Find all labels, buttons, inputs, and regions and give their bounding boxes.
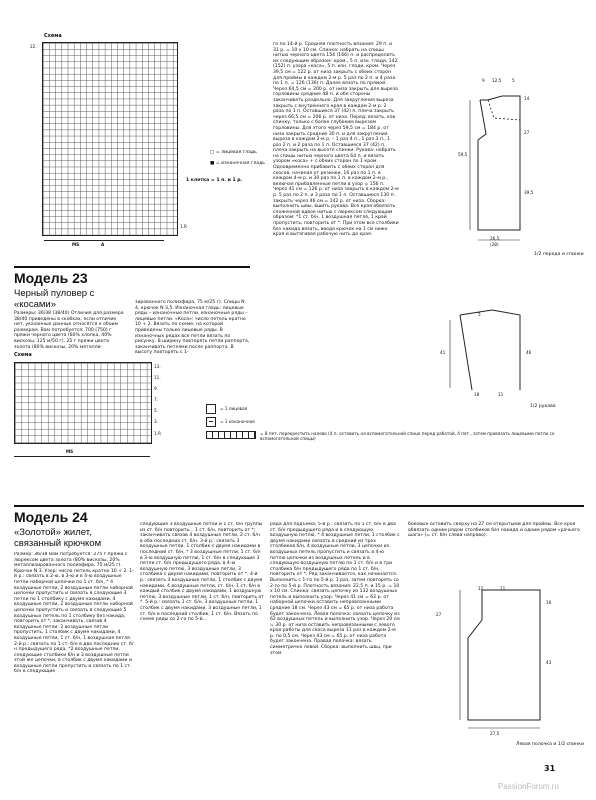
dim-26-5: 26,5 [490,236,500,241]
vest-caption: Левая полочка и 1/2 спинки [516,742,584,747]
legend2-cable-box [206,431,256,439]
row-1r: 1.R [154,430,161,436]
dim-9: 9 [482,78,485,83]
row-11: 11. [154,375,161,381]
sleeve-dim-18: 18 [474,392,480,397]
row-5: 5. [154,408,158,414]
dim-39-5: 39,5 [524,190,534,195]
scheme-label: Схема [44,33,62,39]
row-3: 3. [154,419,158,425]
watermark: PassionForum.ru [498,782,559,791]
legend-knit-text: = лицевая гладь [215,150,257,155]
model24-subtitle: «Золотой» жилет, связанный крючком [14,527,102,549]
sweater-schematic [420,70,590,390]
sleeve-dim-46: 46 [526,350,532,355]
ms-label: MS [72,242,80,247]
dim-5: 5 [512,78,515,83]
chart-grid [42,42,178,236]
vest-dim-27: 27 [436,612,442,617]
section-rule [14,266,250,268]
vest-dim-12: 12 [478,586,484,591]
legend2-knit-text: = 1 лицевая [220,406,248,411]
legend-purl-symbol: ■ [210,161,215,166]
dim-14: 14 [524,96,530,101]
a-label: A [101,242,105,247]
legend2-knit-box [206,404,216,414]
legend2-purl-text: = 1 изнаночная [220,419,255,424]
model23-subtitle: Черный пуловер с «косами» [14,288,95,310]
dim-27: 27 [524,130,530,135]
row-label: 22. [30,44,37,49]
legend-purl [210,161,265,167]
model23-title: Модель 23 [14,270,88,286]
row-7: 7. [154,397,158,403]
vest-dim-43: 43 [546,660,552,665]
vest-dim-11: 11 [500,586,506,591]
sleeve-dim-41: 41 [440,350,446,355]
model24-col4: боковые оставить сверху на 27 см открытыми для проймы. Все края обвязать одним рядом столбиков без накида и одним рядом «рачьего шага» (= ст. б/н слева направо). [408,522,580,539]
row-numbers [154,364,174,436]
sleeve-dim-5: 5 [478,312,481,317]
legend2-cable-text: = 8 пет. перекрестить налево (4 п. оставить на вспомогательной спице перед работой, 4 пет., затем провязать лицевыми петли со вспомогательной спицы) [260,431,555,442]
model24-col1: Размер: 36/38 Вам потребуется: 275 г пряжи с люрексом цвета золота (80% вискозы, 20% металлизированного полиэфира, 75 м/25 г). Крючок N 3. Узор: число петель кратно 10 + 2. 1-й р.: связать в 2-ю, в 3-ю и в 4-ю воздушные петли наборной цепочки по 1 ст. б/н, * 4 воздушные петли, 2 воздушные петли наборной цепочки пропустить и связать в следующие 3 петли по 1 столбику с двумя накидами, 4 воздушные петли, 2 воздушные петли наборной цепочки пропустить и связать в следующие 5 воздушных петель по 1 столбику без накида, повторить от *, заканчивать, связав 4 воздушные петли, 2 воздушные петли пропустить, 1 столбик с двумя накидами, 4 воздушные петли, 1 ст. б/н, 1 воздушная петля. 2-й р.: связать по 1 ст. б/н в два последних ст. б/н предыдущего ряда, *2 воздушные петли, следующие столбики б/н и 3 воздушные петли этой же цепочки, в столбик с двумя накидами и воздушные петли пропустить и связать по 1 ст. б/н в следующие [14,552,134,675]
ms2-line [14,456,150,457]
sleeve-dim-11: 11 [498,392,504,397]
legend2-purl-box [206,417,216,427]
legend-knit-symbol: □ [210,150,215,155]
legend-knit [210,150,257,156]
ms-line [44,240,164,241]
cable-chart-grid [14,362,152,444]
vest-schematic [420,580,590,740]
model23-mid-text: зированного полиэфира, 75 м/25 г). Спицы N 4, крючок N 3,5. Изнаночная гладь: лицевые ряды – изнаночные петли, изнаночные ряды – лицевые петли. «Коса»: число петель кратно 10 + 2. Вязать по схеме, на которой приведены только лицевые ряды. В изнаночных рядах все петли вязать по рисунку. В ширину повторять петли раппорта, заканчивать петлями после раппорта. В высоту повторять с 1- [135,300,250,356]
sweater-caption: 1/2 переда и спинки [534,252,584,257]
sleeve-caption: 1/2 рукава [530,404,556,409]
dim-59-5: 59,5 [458,152,468,157]
row-label-1r: 1.R [180,224,187,229]
vest-dim-16: 16 [546,600,552,605]
cell-note: 1 клетка = 1 п. и 1 р. [186,178,243,183]
dim-28: (28) [490,242,499,247]
legend-purl-text: = изнаночная гладь [215,161,265,166]
model24-col2: следующие 3 воздушные петли и 1 ст. б/н группы из ст. б/н повторить... 1 ст. б/н, повторить от *; заканчивать связав 4 воздушные петли, 2 ст. б/н в оба последних ст. б/н. 3-й р.: связать 3 воздушные петли, 1 столбик с двумя накидами в последний ст. б/н, * 3 воздушные петли, 1 ст. б/н в 3-ю воздушную петлю, 1 ст. б/н в следующие 3 петли ст. б/н предыдущего ряда, в 4-ю воздушную петлю, 3 воздушные петли, 3 столбика с двумя накидами, повторить от *. 4-й р.: связать 3 воздушные петли, 1 столбик с двумя накидами, 4 воздушные петли, ст. б/н, 1 ст. б/н в каждый столбик с двумя накидами, 1 воздушную петлю, 3 воздушные петли, 1 ст. б/н, повторить от *. 5-й р.: связать 1 ст. б/н, 3 воздушные петли, 1 столбик с двумя накидами, 3 воздушные петли, 1 ст. б/н в последний столбик, 1 ст. б/н. Вязать по схеме ряды со 2-го по 5-й... [140,522,264,623]
model23-right-col: го по 14-й р. Средняя плотность вязания: 29 п. и 31 р. = 10 х 10 см. Спинка: набрать на спицы нитью черного цвета 154 (166) п. и распределить их следующим образом: кром., 5 п. изн. глади, 142 (152) п. узора «коса», 5 п. изн. глади, кром. Через 39,5 см = 122 р. от низа закрыть с обеих сторон для проймы в каждом 2-м р. 5 раз по 2 п. и 4 раза по 1 п. = 126 (136) п. Далее вязать по прямой. Через 64,5 см = 200 р. от низа закрыть для выреза горловины средние 48 п. и обе стороны заканчивать раздельно. Для закругления выреза закрыть с внутреннего края в каждом 2-м р. 2 раза по 1 п. Оставшиеся 37 (42) п. плеча закрыть через 66,5 см = 206 р. от низа. Перед: вязать, как спинку, только с более глубоким вырезом горловины. Для этого через 59,5 см = 184 р. от низа закрыть средние 30 п. и для закругления выреза в каждом 2-м р. – 1 раз 4 п., 1 раз 3 п., 1 раз 2 п. и 2 раза по 1 п. Оставшиеся 37 (42) п. плеча закрыть на высоте спинки. Рукава: набрать на спицы нитью черного цвета 64 п. и вязать узором «коса» + с обеих сторон по 1 кром. Одновременно прибавить с обеих сторон для скосов, начиная от резинки, 16 раз по 1 п. в каждом 4-м р. и 30 раз по 1 п. в каждом 2-м р., включая прибавленные петли в узор = 156 п. Через 41 см = 126 р. от низа закрыть в каждом 2-м р. 5 раз по 2 п. и 3 раза по 1 п. Оставшиеся 130 п. закрыть через 46 см = 142 р. от низа. Сборка: выполнить швы, вшить рукава. Все края обвязать сложенной вдвое нитью с люрексом следующим образом: *1 ст. б/н, 1 воздушная петля, 1 край пропустить, повторить от *. При этом все столбики без накида вязать, вводя крючок на 1 см ниже края и вытягивая рабочую нить до края. [273,42,399,238]
row-13: 13. [154,364,161,369]
section-rule-2 [14,505,584,507]
ms2-label: MS [66,449,74,454]
model24-col3: ряда для подъема; 5-й р.: связать по 1 ст. б/н в два ст. б/н предыдущего ряда и в следующую воздушную петлю, * 4 воздушные петли, 1 столбик с двумя накидами связать в средний из трех столбиков б/н, 4 воздушные петли, 3 цепочки из воздушных петель пропустить и связать в 4-ю петлю цепочки из воздушных петель и в следующую воздушную петлю по 1 ст. б/н и в три столбика б/н предыдущего ряда по 1 ст. б/н, повторить от *. Ряд заканчивается, как начинается. Выполнить с 1-го по 5-й р. 1 раз, затем повторять со 2-го по 5-й р. Плотность вязания: 22,5 п. и 15 р. = 10 х 10 см. Спинка: связать цепочку из 132 воздушных петель и выполнить узор. Через 41 см = 62 р. от наборной цепочки оставить непровязанными средние 18 см. Через 43 см = 65 р. от низа работа будет закончена. Левая полочка: связать цепочку из 62 воздушных петель и выполнить узор. Через 20 см = 30 р. от низа оставить непровязанными с левого края работы для скоса выреза 11 раз в каждом 2-м р. по 0,5 см. Через 43 см = 65 р. от низа работа будет закончена. Правая полочка: вязать симметрично левой. Сборка: выполнить швы, при этом [270,522,400,656]
model24-title: Модель 24 [14,509,88,525]
row-9: 9. [154,386,158,392]
scheme2-label: Схема [14,352,32,358]
model23-intro: Размеры: 36/38 (38/40) Отличия для размера 38/40 приведены в скобках, если отличие нет, указанные данные относятся к обоим размерам. Вам потребуется: 700 (750) г пряжи черного цвета (60% хлопка, 40% вискозы, 125 м/50 г), 25 г пряжи цвета золота (80% вискозы, 20% металли- [14,311,124,350]
dim-12-5: 12,5 [492,78,502,83]
vest-dim-27-5: 27,5 [490,731,500,736]
page-number: 31 [544,764,556,773]
